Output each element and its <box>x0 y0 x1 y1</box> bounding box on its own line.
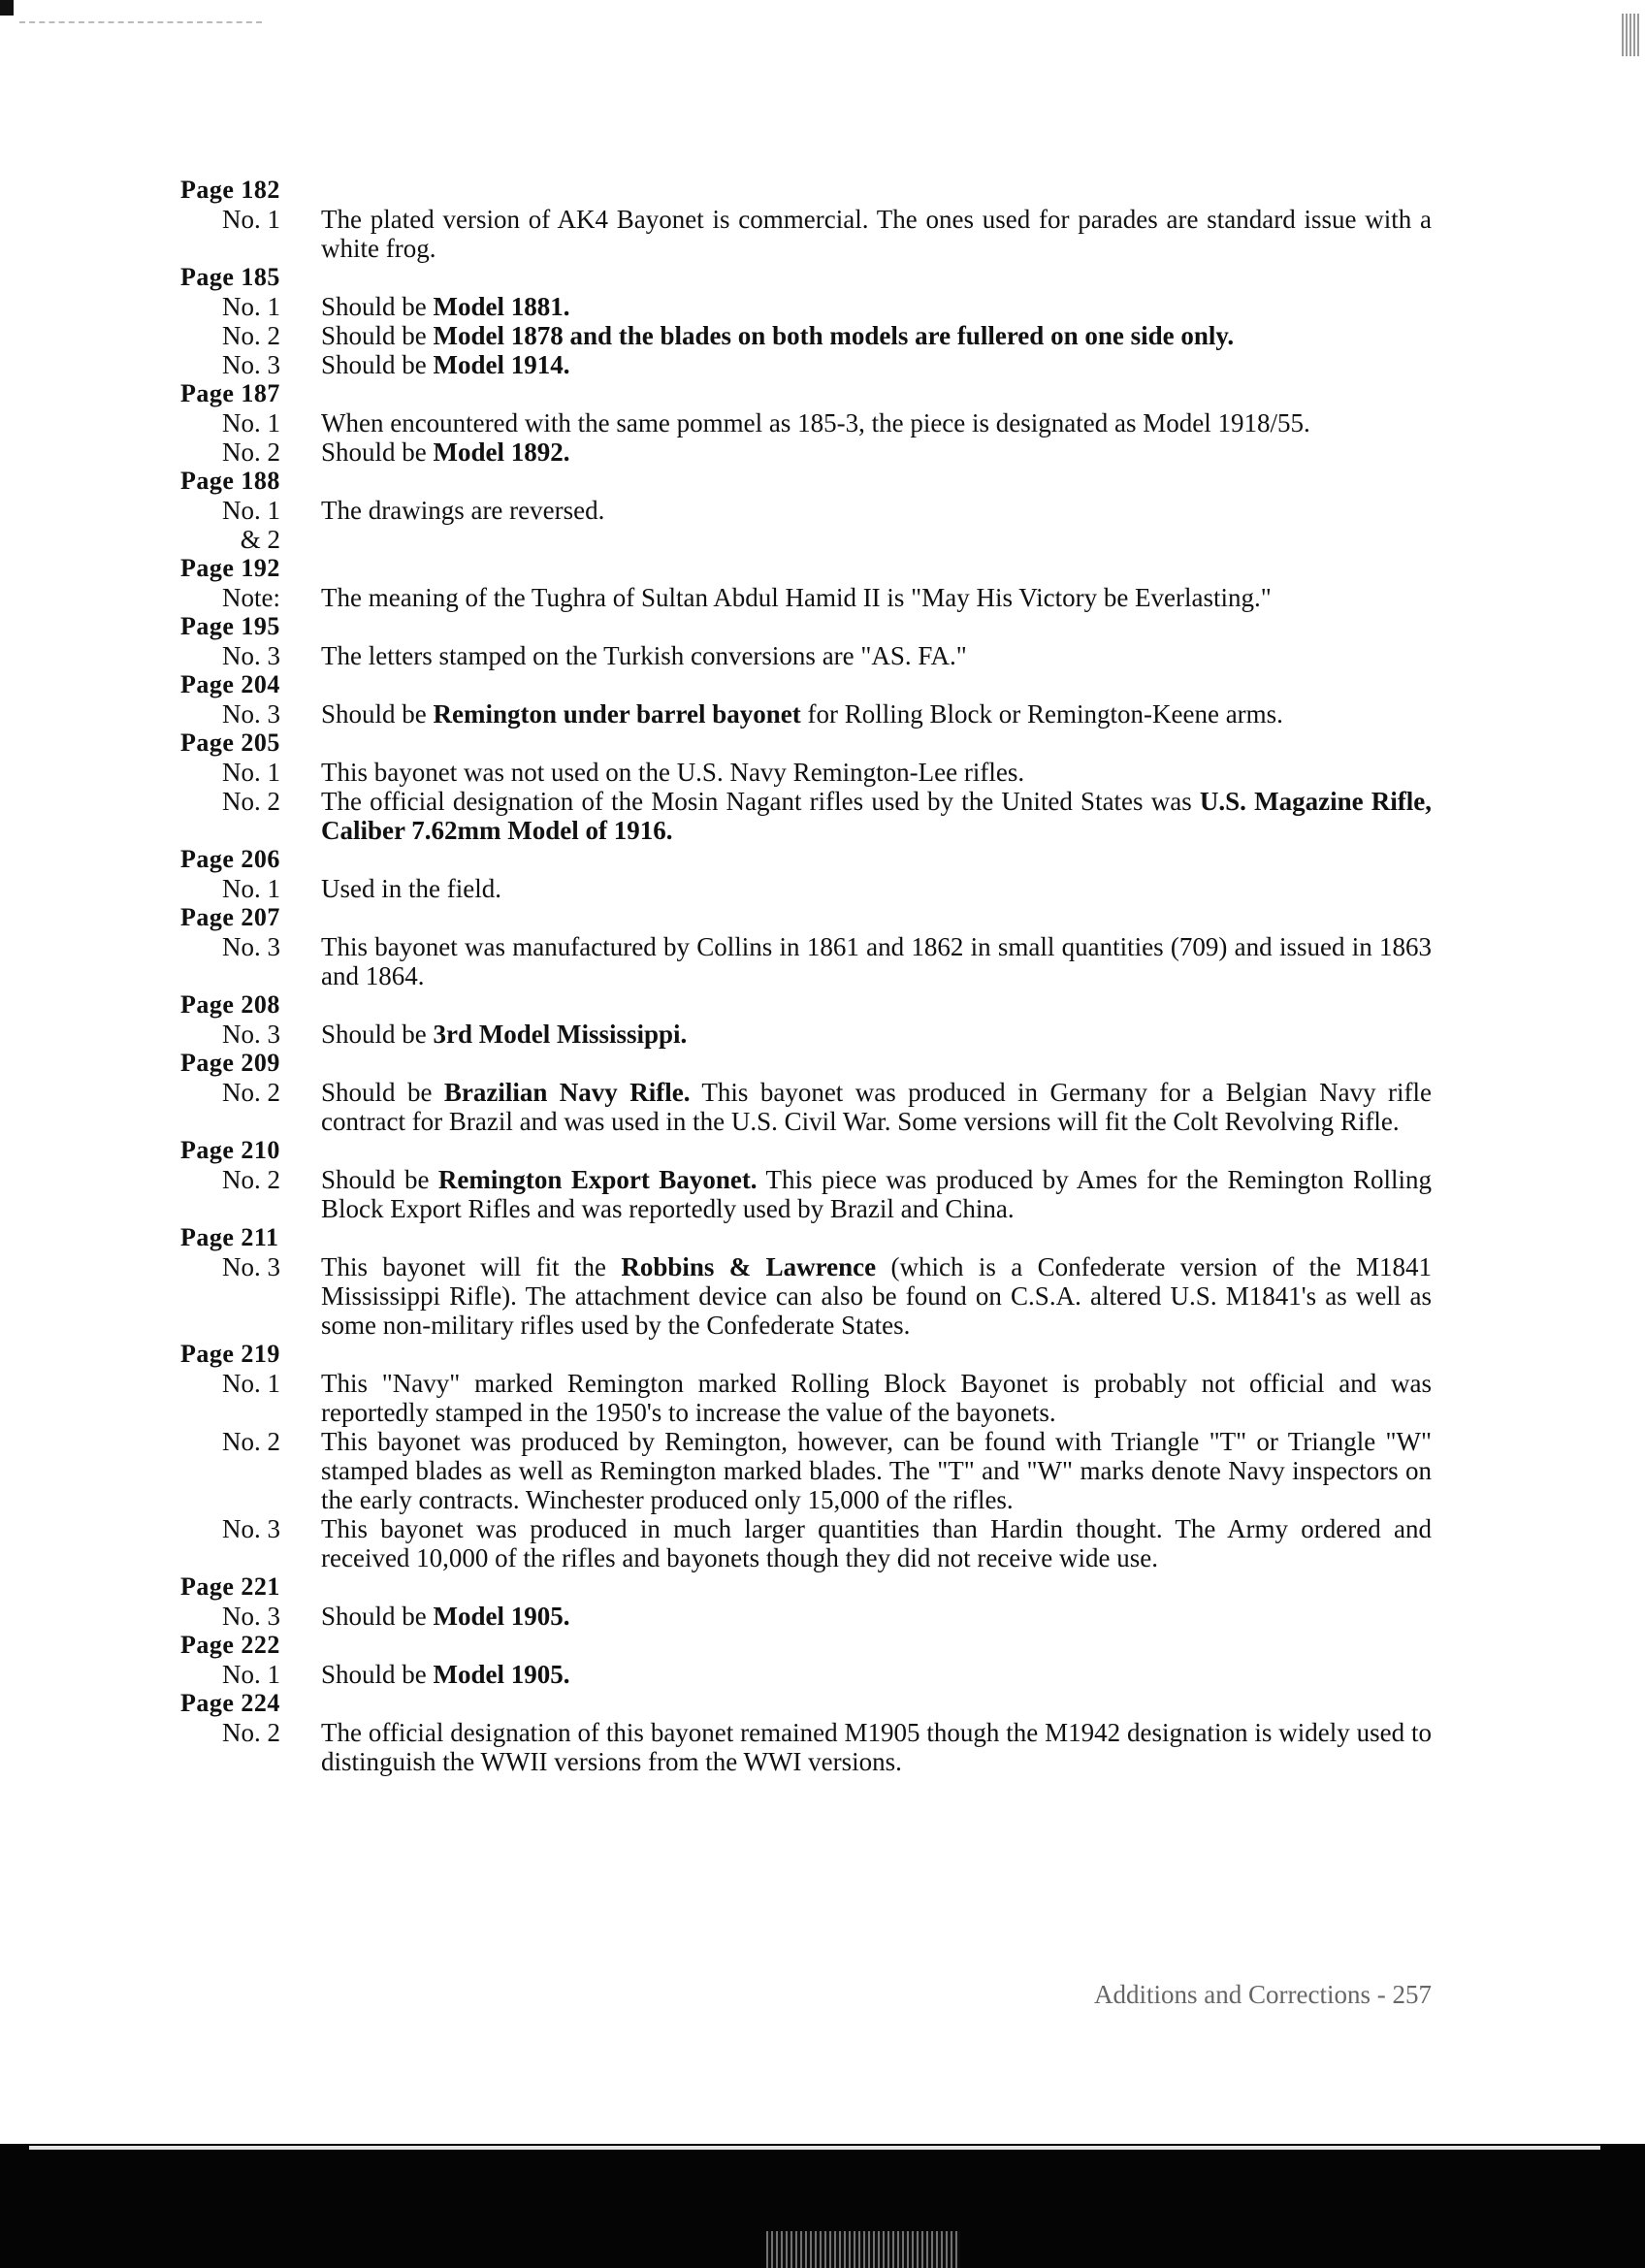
correction-item <box>180 1602 1432 1631</box>
text-run: Used in the field. <box>321 874 501 903</box>
text-run: Should be <box>321 292 434 321</box>
item-number: No. 3 <box>222 1602 280 1631</box>
item-text <box>321 641 1432 670</box>
item-number: No. 3 <box>222 350 280 379</box>
item-number: No. 1 <box>222 1369 280 1398</box>
correction-item <box>180 1427 1432 1514</box>
text-run: The drawings are reversed. <box>321 496 605 525</box>
page-heading: Page 208 <box>180 990 280 1019</box>
item-text <box>321 205 1432 263</box>
item-text <box>321 1602 1432 1631</box>
correction-entry <box>180 845 1432 903</box>
item-number: No. 2 <box>222 1718 280 1747</box>
bold-text: Remington under barrel bayonet <box>433 699 801 729</box>
correction-entry <box>180 903 1432 990</box>
correction-entry <box>180 1223 1432 1340</box>
bold-text: Model 1881. <box>433 292 570 321</box>
correction-item <box>180 1660 1432 1689</box>
item-number: No. 1 <box>222 292 280 321</box>
text-run: When encountered with the same pommel as 185-3, the piece is designated as Model 1918/55. <box>321 408 1310 437</box>
correction-entry <box>180 1049 1432 1136</box>
correction-item <box>180 408 1432 437</box>
item-number: No. 3 <box>222 641 280 670</box>
text-run: The official designation of this bayonet remained M1905 though the M1942 designation is widely used to distinguish the WWII versions from the WWI versions. <box>321 1718 1432 1776</box>
correction-entry <box>180 263 1432 379</box>
correction-entry <box>180 1136 1432 1223</box>
item-number: No. 3 <box>222 699 280 729</box>
scan-bottom-line <box>29 2146 1600 2150</box>
item-text <box>321 1252 1432 1340</box>
correction-item <box>180 932 1432 990</box>
text-run: The meaning of the Tughra of Sultan Abdul Hamid II is "May His Victory be Everlasting." <box>321 583 1272 612</box>
item-number: No. 1 & 2 <box>222 496 280 554</box>
text-run: Should be <box>321 1020 434 1049</box>
correction-item <box>180 1514 1432 1572</box>
item-number: No. 2 <box>222 437 280 467</box>
scan-artifact-edge <box>1622 14 1639 56</box>
correction-entry <box>180 1689 1432 1776</box>
item-text <box>321 1020 1432 1049</box>
correction-entry <box>180 467 1432 554</box>
item-number: No. 1 <box>222 874 280 903</box>
text-run: Should be <box>321 321 434 350</box>
correction-entry <box>180 990 1432 1049</box>
text-run: This bayonet was produced by Remington, however, can be found with Triangle "T" or Triangle "W" stamped blades as well as Remington marked blades. The "T" and "W" marks denote Navy inspectors on the early contracts. Winchester produced only 15,000 of the rifles. <box>321 1427 1432 1514</box>
correction-item <box>180 1078 1432 1136</box>
page-heading: Page 187 <box>180 379 280 407</box>
bold-text: on one side only. <box>1050 321 1235 350</box>
correction-item <box>180 1020 1432 1049</box>
page-heading: Page 206 <box>180 845 280 873</box>
item-text <box>321 583 1432 612</box>
page-heading: Page 185 <box>180 263 280 291</box>
item-text <box>321 1165 1432 1223</box>
correction-item <box>180 874 1432 903</box>
item-text <box>321 932 1432 990</box>
page-heading: Page 195 <box>180 612 280 640</box>
item-number: No. 1 <box>222 205 280 234</box>
item-number: No. 3 <box>222 1514 280 1543</box>
text-run: Should be <box>321 1078 444 1107</box>
text-run: Should be <box>321 350 434 379</box>
correction-entry <box>180 612 1432 670</box>
item-text <box>321 321 1432 350</box>
item-number: No. 2 <box>222 1078 280 1107</box>
correction-item <box>180 1369 1432 1427</box>
correction-item <box>180 641 1432 670</box>
correction-item <box>180 321 1432 350</box>
corrections-list <box>180 176 1432 1776</box>
item-number: No. 2 <box>222 1165 280 1194</box>
page-heading: Page 205 <box>180 729 280 757</box>
correction-entry <box>180 554 1432 612</box>
correction-item <box>180 496 1432 554</box>
correction-item <box>180 758 1432 787</box>
correction-item <box>180 292 1432 321</box>
item-text <box>321 699 1432 729</box>
page-heading: Page 210 <box>180 1136 280 1164</box>
scan-artifact-dash <box>19 21 262 23</box>
text-run: Should be <box>321 699 434 729</box>
item-text <box>321 408 1432 437</box>
bold-text: Robbins & Lawrence <box>621 1252 877 1281</box>
text-run: Should be <box>321 1165 438 1194</box>
item-number: No. 3 <box>222 1252 280 1281</box>
text-run: The official designation of the Mosin Nagant rifles used by the United States was <box>321 787 1200 816</box>
text-run: This bayonet was produced in much larger quantities than Hardin thought. The Army ordered and received 10,000 of the rifles and bayonets though they did not receive wide use. <box>321 1514 1432 1572</box>
correction-entry <box>180 1572 1432 1631</box>
page-heading: Page 204 <box>180 670 280 698</box>
page-heading: Page 192 <box>180 554 280 582</box>
page-heading: Page 222 <box>180 1631 280 1659</box>
item-text <box>321 874 1432 903</box>
text-run: Should be <box>321 1660 434 1689</box>
page-footer: Additions and Corrections - 257 <box>1094 1980 1432 2009</box>
page-heading: Page 211 <box>180 1223 279 1251</box>
bold-text: Model 1905. <box>433 1602 570 1631</box>
item-number: Note: <box>222 583 280 612</box>
correction-item <box>180 205 1432 263</box>
text-run: The plated version of AK4 Bayonet is commercial. The ones used for parades are standard issue with a white frog. <box>321 205 1432 263</box>
correction-entry <box>180 1340 1432 1572</box>
text-run: Should be <box>321 1602 434 1631</box>
correction-item <box>180 583 1432 612</box>
item-number: No. 2 <box>222 787 280 816</box>
item-number: No. 1 <box>222 758 280 787</box>
correction-item <box>180 1165 1432 1223</box>
correction-item <box>180 437 1432 467</box>
page-heading: Page 182 <box>180 176 280 204</box>
item-number: No. 3 <box>222 1020 280 1049</box>
page-heading: Page 221 <box>180 1572 280 1601</box>
item-text <box>321 758 1432 787</box>
correction-entry <box>180 670 1432 729</box>
item-text <box>321 496 1432 554</box>
correction-item <box>180 787 1432 845</box>
item-text <box>321 1718 1432 1776</box>
text-run: This "Navy" marked Remington marked Rolling Block Bayonet is probably not official and was reportedly stamped in the 1950's to increase the value of the bayonets. <box>321 1369 1432 1427</box>
item-text <box>321 292 1432 321</box>
item-number: No. 1 <box>222 1660 280 1689</box>
text-run: (which is a Confederate version of the M1841 Mississippi Rifle). The attachment device can also be found on C.S.A. altered U.S. M1841's as well as some non-military rifles used by the Confederate States. <box>321 1252 1432 1340</box>
correction-item <box>180 1718 1432 1776</box>
page-heading: Page 188 <box>180 467 280 495</box>
bold-text: Model 1892. <box>433 437 570 467</box>
page-heading: Page 207 <box>180 903 280 931</box>
correction-entry <box>180 1631 1432 1689</box>
item-text <box>321 350 1432 379</box>
text-run: This piece was produced by Ames for the Remington Rolling Block Export Rifles and was reportedly used by Brazil and China. <box>321 1165 1432 1223</box>
correction-entry <box>180 729 1432 845</box>
item-text <box>321 1514 1432 1572</box>
item-text <box>321 1660 1432 1689</box>
bold-text: Model 1878 and the blades on both models are fullered <box>433 321 1045 350</box>
page-heading: Page 209 <box>180 1049 280 1077</box>
correction-entry <box>180 176 1432 263</box>
correction-item <box>180 699 1432 729</box>
item-number: No. 2 <box>222 1427 280 1456</box>
correction-entry <box>180 379 1432 467</box>
text-run: for Rolling Block or Remington-Keene arms. <box>800 699 1283 729</box>
bold-text: Brazilian Navy Rifle. <box>443 1078 691 1107</box>
item-text <box>321 1427 1432 1514</box>
bold-text: U.S. Magazine Rifle, Caliber 7.62mm Model of 1916. <box>321 787 1432 845</box>
page-heading: Page 224 <box>180 1689 280 1717</box>
text-run: This bayonet was not used on the U.S. Navy Remington-Lee rifles. <box>321 758 1025 787</box>
text-run: This bayonet was manufactured by Collins in 1861 and 1862 in small quantities (709) and issued in 1863 and 1864. <box>321 932 1432 990</box>
scan-artifact-corner <box>0 0 14 16</box>
item-text <box>321 787 1432 845</box>
text-run: This bayonet will fit the <box>321 1252 622 1281</box>
text-run: The letters stamped on the Turkish conversions are "AS. FA." <box>321 641 967 670</box>
bold-text: Model 1905. <box>433 1660 570 1689</box>
correction-item <box>180 350 1432 379</box>
item-number: No. 2 <box>222 321 280 350</box>
correction-item <box>180 1252 1432 1340</box>
scan-bottom-noise <box>766 2231 960 2268</box>
item-text <box>321 1369 1432 1427</box>
bold-text: Remington Export Bayonet. <box>437 1165 758 1194</box>
bold-text: Model 1914. <box>433 350 570 379</box>
item-text <box>321 1078 1432 1136</box>
item-text <box>321 437 1432 467</box>
text-run: This bayonet was produced in Germany for a Belgian Navy rifle contract for Brazil and was used in the U.S. Civil War. Some versions will fit the Colt Revolving Rifle. <box>321 1078 1432 1136</box>
bold-text: 3rd Model Mississippi. <box>433 1020 688 1049</box>
item-number: No. 1 <box>222 408 280 437</box>
text-run: Should be <box>321 437 434 467</box>
page-heading: Page 219 <box>180 1340 280 1368</box>
item-number: No. 3 <box>222 932 280 961</box>
